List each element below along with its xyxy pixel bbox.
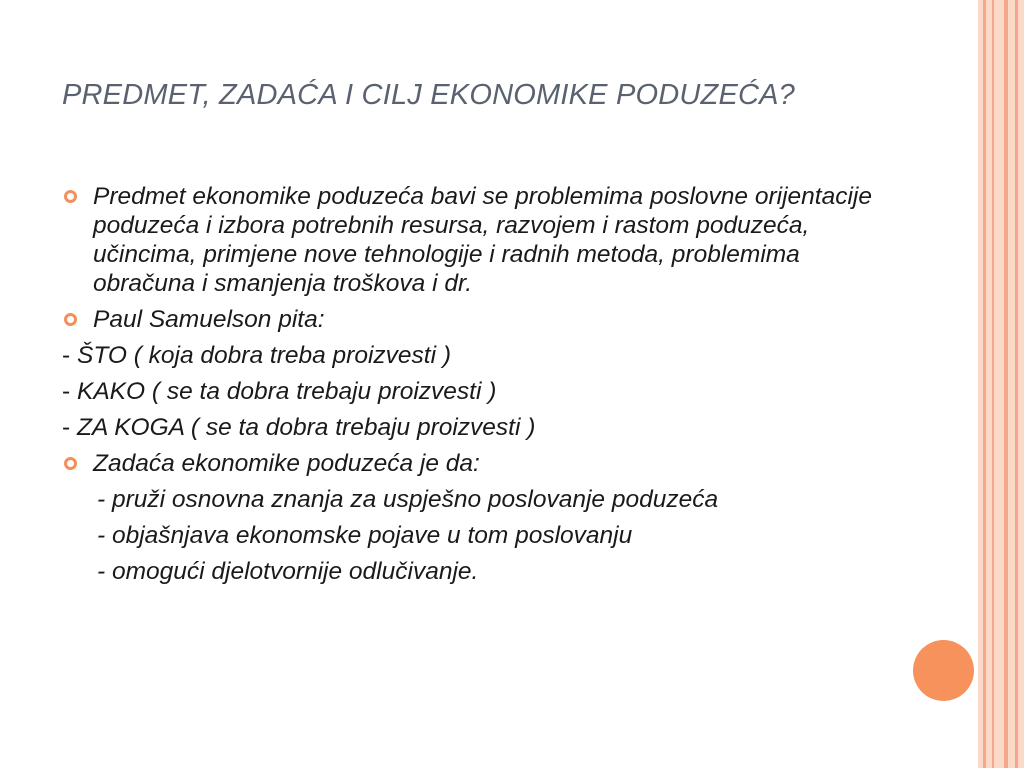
sub-item xyxy=(62,557,902,586)
slide-content xyxy=(62,182,902,593)
dash-mark: - xyxy=(62,414,71,441)
sub-item xyxy=(62,521,902,550)
dash-text: KAKO ( se ta dobra trebaju proizvesti ) xyxy=(76,378,497,405)
circle-bullet-icon xyxy=(64,313,77,326)
dash-item xyxy=(62,377,902,406)
dash-item xyxy=(62,341,902,370)
dash-text: ZA KOGA ( se ta dobra trebaju proizvesti ) xyxy=(76,414,536,441)
decorative-stripe xyxy=(1015,0,1018,768)
decorative-stripe xyxy=(1004,0,1008,768)
dash-text: ŠTO ( koja dobra treba proizvesti ) xyxy=(76,342,451,369)
sub-text: - pruži osnovna znanja za uspješno poslovanje poduzeća xyxy=(97,486,719,513)
sub-text: - objašnjava ekonomske pojave u tom poslovanju xyxy=(97,522,633,549)
decorative-circle xyxy=(913,640,974,701)
bullet-item xyxy=(62,449,902,478)
bullet-text: Paul Samuelson pita: xyxy=(93,306,325,333)
dash-item xyxy=(62,413,902,442)
decorative-stripe xyxy=(992,0,994,768)
bullet-item xyxy=(62,305,902,334)
sub-text: - omogući djelotvornije odlučivanje. xyxy=(97,558,479,585)
dash-mark: - xyxy=(62,342,71,369)
circle-bullet-icon xyxy=(64,190,77,203)
bullet-item xyxy=(62,182,902,298)
circle-bullet-icon xyxy=(64,457,77,470)
slide-title: PREDMET, ZADAĆA I CILJ EKONOMIKE PODUZEĆA? xyxy=(62,79,796,111)
bullet-text: Zadaća ekonomike poduzeća je da: xyxy=(93,450,480,477)
bullet-text: Predmet ekonomike poduzeća bavi se problemima poslovne orijentacije poduzeća i izbora potrebnih resursa, razvojem i rastom poduzeća, učincima, primjene nove tehnologije i radnih metoda, problemima obračuna i smanjenja troškova i dr. xyxy=(93,183,872,297)
sub-item xyxy=(62,485,902,514)
decorative-stripe xyxy=(983,0,986,768)
dash-mark: - xyxy=(62,378,71,405)
